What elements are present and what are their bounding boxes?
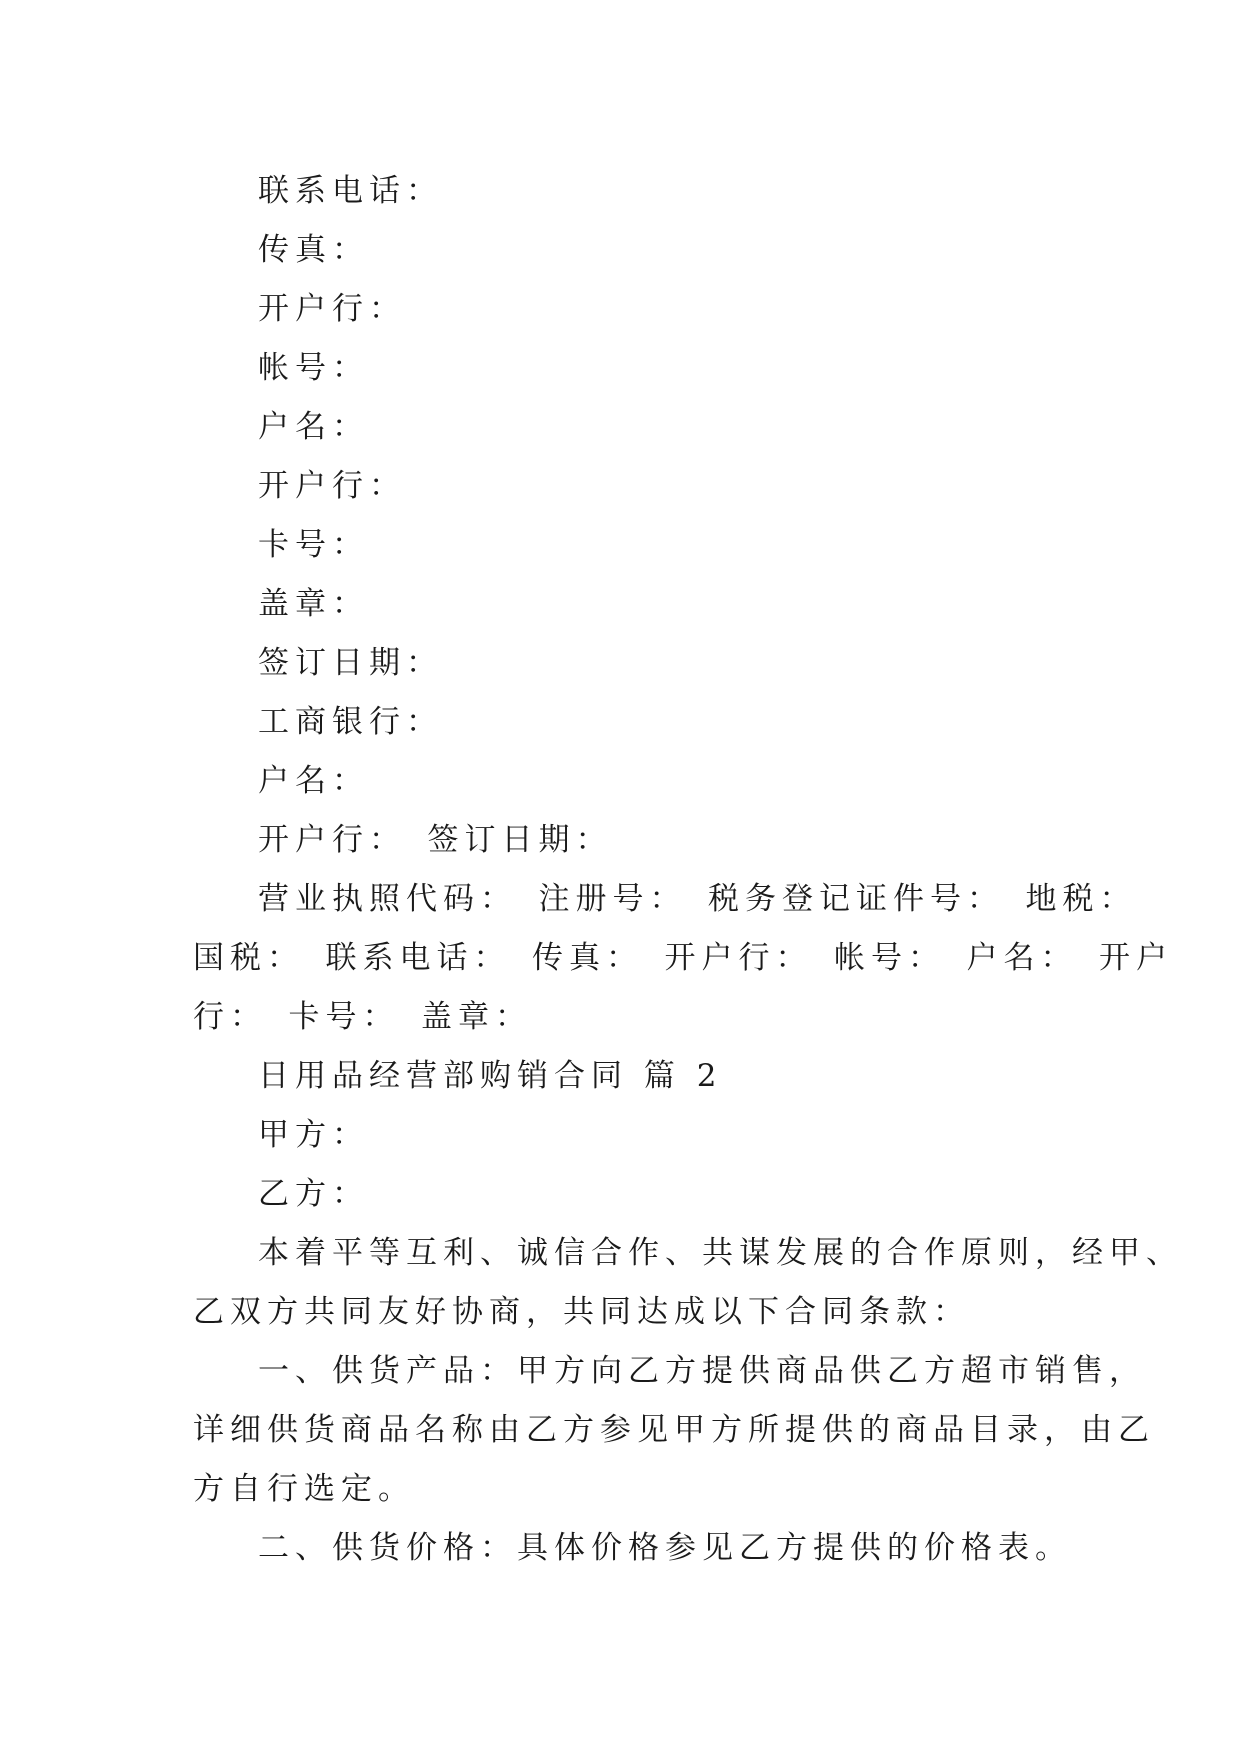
contract-text (193, 162, 1183, 1578)
field-fax: 传真： (258, 232, 369, 268)
paragraph-license-line-3: 行： 卡号： 盖章： (193, 999, 532, 1035)
intro-line-2: 乙双方共同友好协商，共同达成以下合同条款： (193, 1294, 970, 1330)
party-a: 甲方： (258, 1117, 369, 1153)
clause-2: 二、供货价格：具体价格参见乙方提供的价格表。 (258, 1530, 1072, 1566)
field-account-name: 户名： (258, 409, 369, 445)
field-bank: 开户行： (258, 291, 406, 327)
field-seal: 盖章： (258, 586, 369, 622)
field-bank-sign-date: 开户行： 签订日期： (258, 822, 613, 858)
paragraph-license-line-1: 营业执照代码： 注册号： 税务登记证件号： 地税： (258, 881, 1137, 917)
field-account-name-2: 户名： (258, 763, 369, 799)
field-account: 帐号： (258, 350, 369, 386)
field-phone: 联系电话： (258, 173, 443, 209)
party-b: 乙方： (258, 1176, 369, 1212)
paragraph-license-line-2: 国税： 联系电话： 传真： 开户行： 帐号： 户名： 开户 (193, 940, 1173, 976)
clause-1-line-2: 详细供货商品名称由乙方参见甲方所提供的商品目录，由乙 (193, 1412, 1155, 1448)
field-sign-date: 签订日期： (258, 645, 443, 681)
field-bank-2: 开户行： (258, 468, 406, 504)
clause-1-line-3: 方自行选定。 (193, 1471, 415, 1507)
field-card-number: 卡号： (258, 527, 369, 563)
clause-1-line-1: 一、供货产品：甲方向乙方提供商品供乙方超市销售， (258, 1353, 1146, 1389)
section-title: 日用品经营部购销合同 篇 2 (258, 1058, 723, 1094)
intro-line-1: 本着平等互利、诚信合作、共谋发展的合作原则，经甲、 (258, 1235, 1183, 1271)
field-icbc: 工商银行： (258, 704, 443, 740)
